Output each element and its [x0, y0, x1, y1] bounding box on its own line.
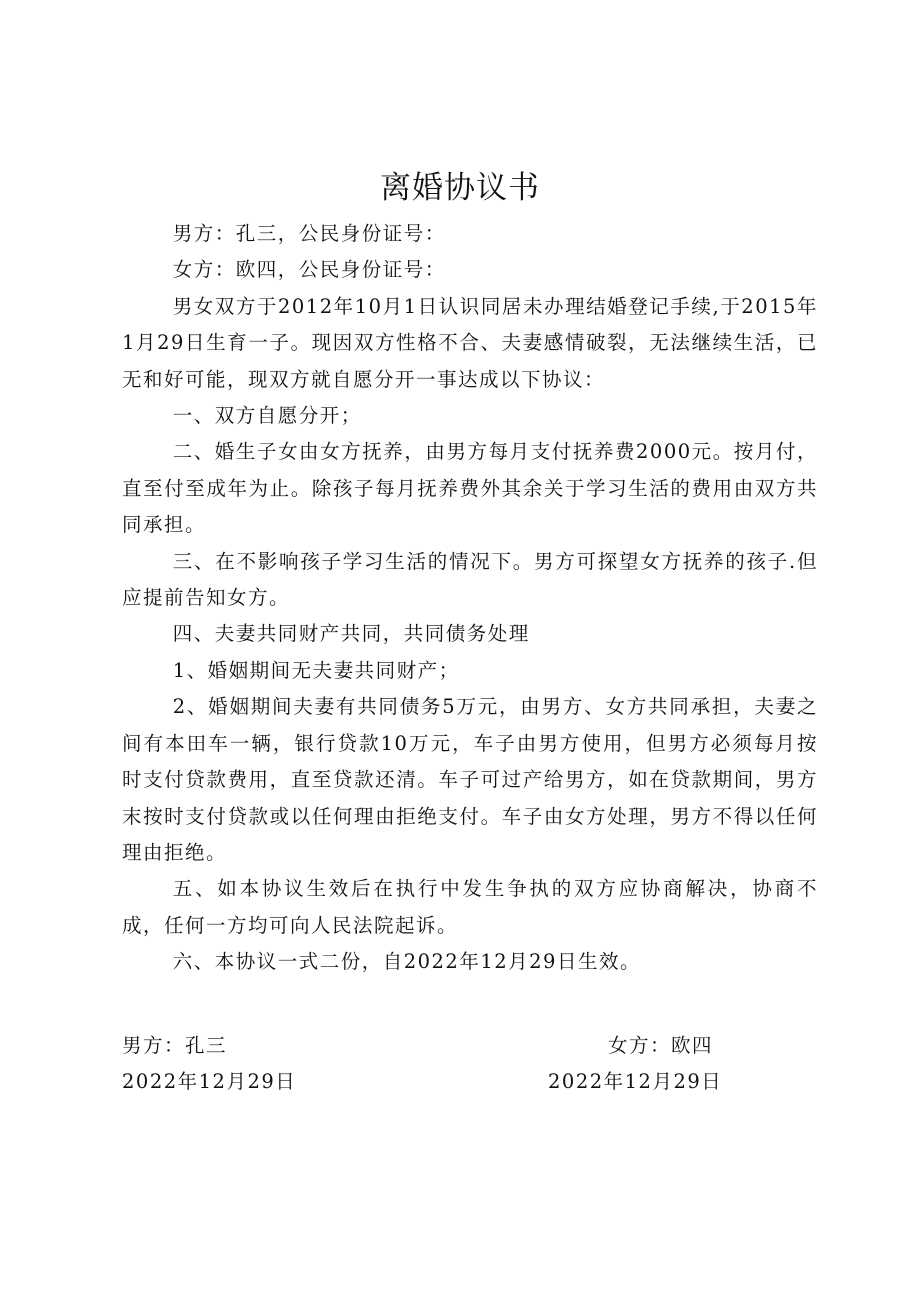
male-signature-name: 男方：孔三	[122, 1034, 228, 1057]
female-signature-name: 女方：欧四	[608, 1034, 714, 1057]
clause-6: 六、本协议一式二份，自2022年12月29日生效。	[172, 950, 641, 974]
female-party-line: 女方：欧四，公民身份证号：	[172, 258, 446, 282]
clause-3: 三、在不影响孩子学习生活的情况下。男方可探望女方抚养的孩子.但应提前告知女方。	[122, 549, 818, 610]
clause-1: 一、双方自愿分开；	[172, 404, 362, 428]
male-party-line: 男方：孔三，公民身份证号：	[172, 222, 446, 245]
clause-4-item-1: 1、婚姻期间无夫妻共同财产；	[172, 658, 460, 682]
female-signature-block	[548, 1028, 722, 1101]
document-title: 离婚协议书	[380, 170, 540, 206]
male-signature-date: 2022年12月29日	[122, 1070, 297, 1094]
document-body	[122, 216, 818, 981]
male-signature-block	[122, 1028, 296, 1101]
background-paragraph: 男女双方于2012年10月1日认识同居未办理结婚登记手续,于2015年1月29日生育一子。现因双方性格不合、夫妻感情破裂，无法继续生活，已无和好可能，现双方就自愿分开一事达成以下协议：	[122, 294, 818, 391]
clause-2: 二、婚生子女由女方抚养，由男方每月支付抚养费2000元。按月付，直至付至成年为止。除孩子每月抚养费外其余关于学习生活的费用由双方共同承担。	[122, 440, 818, 537]
clause-4: 四、夫妻共同财产共同，共同债务处理	[172, 622, 530, 646]
female-signature-date: 2022年12月29日	[548, 1070, 723, 1094]
clause-4-item-2: 2、婚姻期间夫妻有共同债务5万元，由男方、女方共同承担，夫妻之间有本田车一辆，银行贷款10万元，车子由男方使用，但男方必须每月按时支付贷款费用，直至贷款还清。车子可过产给男方，如在贷款期间，男方末按时支付贷款或以任何理由拒绝支付。车子由女方处理，男方不得以任何理由拒绝。	[122, 695, 818, 864]
clause-5: 五、如本协议生效后在执行中发生争执的双方应协商解决，协商不成，任何一方均可向人民法院起诉。	[122, 877, 818, 937]
